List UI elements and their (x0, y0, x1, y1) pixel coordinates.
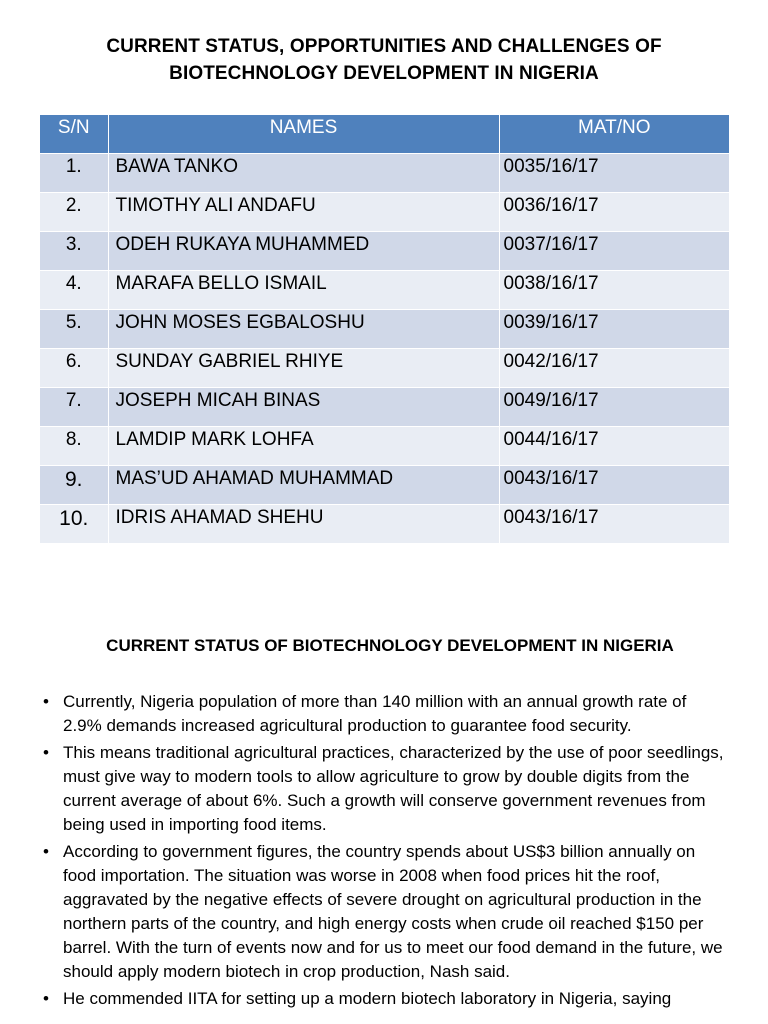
section-heading: CURRENT STATUS OF BIOTECHNOLOGY DEVELOPMENT IN NIGERIA (106, 636, 674, 655)
table-row (40, 154, 729, 193)
row-matno: 0035/16/17 (499, 154, 729, 193)
row-sn: 2. (40, 193, 108, 232)
header-matno: MAT/NO (499, 115, 729, 154)
bullet-icon: • (43, 743, 49, 762)
list-item (0, 690, 768, 738)
bullet-text: Currently, Nigeria population of more than 140 million with an annual growth rate of 2.9% demands increased agricultural production to guarantee food security. (63, 692, 687, 735)
bullet-list (0, 690, 768, 1014)
row-name: TIMOTHY ALI ANDAFU (108, 193, 499, 232)
row-sn: 4. (40, 271, 108, 310)
table-row (40, 466, 729, 505)
row-sn: 9. (40, 466, 108, 505)
bullet-icon: • (43, 842, 49, 861)
table-row (40, 271, 729, 310)
student-table (40, 115, 729, 543)
row-matno: 0038/16/17 (499, 271, 729, 310)
list-item (0, 741, 768, 837)
table-row (40, 427, 729, 466)
row-name: SUNDAY GABRIEL RHIYE (108, 349, 499, 388)
list-item (0, 987, 768, 1011)
row-matno: 0044/16/17 (499, 427, 729, 466)
header-names: NAMES (108, 115, 499, 154)
row-name: LAMDIP MARK LOHFA (108, 427, 499, 466)
row-name: JOHN MOSES EGBALOSHU (108, 310, 499, 349)
row-matno: 0037/16/17 (499, 232, 729, 271)
bullet-text: This means traditional agricultural practices, characterized by the use of poor seedlings, must give way to modern tools to allow agriculture to grow by double digits from the current average of about 6%. Such a growth will conserve government revenues from being used in importing food items. (63, 743, 724, 834)
title-line-1: CURRENT STATUS, OPPORTUNITIES AND CHALLENGES OF (106, 36, 662, 57)
bullet-icon: • (43, 989, 49, 1008)
row-name: MAS’UD AHAMAD MUHAMMAD (108, 466, 499, 505)
list-item (0, 840, 768, 984)
bullet-text: According to government figures, the country spends about US$3 billion annually on food importation. The situation was worse in 2008 when food prices hit the roof, aggravated by the negative effects of severe drought on agricultural production in the northern parts of the country, and high energy costs when crude oil reached $150 per barrel. With the turn of events now and for us to meet our food demand in the future, we should apply modern biotech in crop production, Nash said. (63, 842, 723, 981)
row-sn: 3. (40, 232, 108, 271)
row-matno: 0049/16/17 (499, 388, 729, 427)
row-matno: 0036/16/17 (499, 193, 729, 232)
bullet-icon: • (43, 692, 49, 711)
table-row (40, 232, 729, 271)
row-name: MARAFA BELLO ISMAIL (108, 271, 499, 310)
row-sn: 1. (40, 154, 108, 193)
title-line-2: BIOTECHNOLOGY DEVELOPMENT IN NIGERIA (169, 63, 599, 84)
table-row (40, 388, 729, 427)
row-sn: 6. (40, 349, 108, 388)
row-sn: 10. (40, 505, 108, 544)
row-matno: 0043/16/17 (499, 505, 729, 544)
table-row (40, 310, 729, 349)
row-name: BAWA TANKO (108, 154, 499, 193)
row-matno: 0042/16/17 (499, 349, 729, 388)
table-row (40, 505, 729, 544)
row-sn: 5. (40, 310, 108, 349)
table-row (40, 349, 729, 388)
row-name: ODEH RUKAYA MUHAMMED (108, 232, 499, 271)
row-matno: 0039/16/17 (499, 310, 729, 349)
table-row (40, 193, 729, 232)
row-name: IDRIS AHAMAD SHEHU (108, 505, 499, 544)
table-header-row (40, 115, 729, 154)
row-sn: 8. (40, 427, 108, 466)
header-sn: S/N (40, 115, 108, 154)
bullet-text: He commended IITA for setting up a modern biotech laboratory in Nigeria, saying (63, 989, 672, 1008)
row-matno: 0043/16/17 (499, 466, 729, 505)
document-title (40, 33, 728, 87)
row-name: JOSEPH MICAH BINAS (108, 388, 499, 427)
row-sn: 7. (40, 388, 108, 427)
